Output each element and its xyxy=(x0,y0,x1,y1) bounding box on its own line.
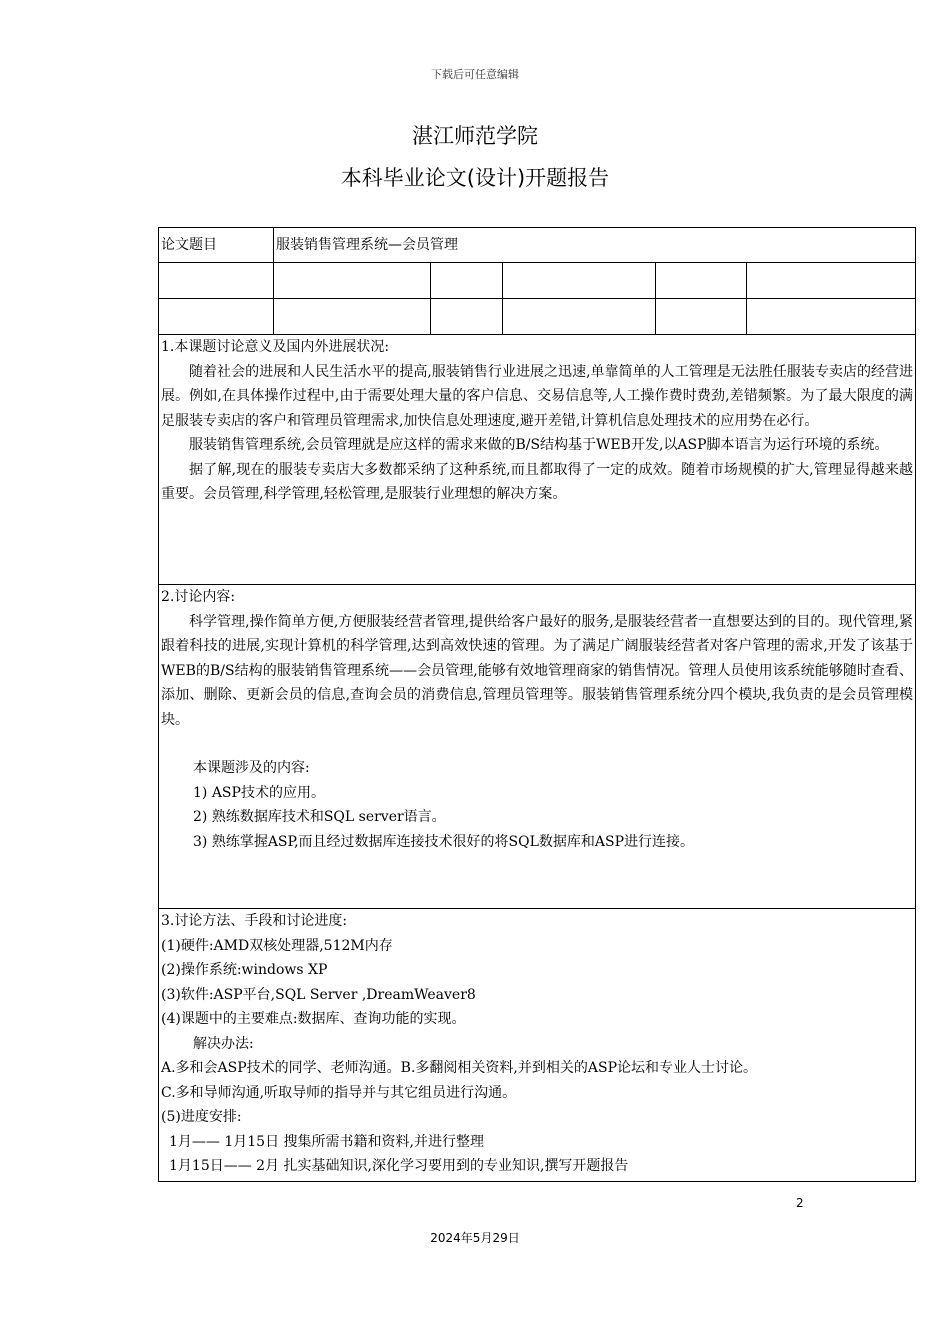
section2-paragraph: 科学管理,操作简单方便,方便服装经营者管理,提供给客户最好的服务,是服装经营者一直想要达到的目的。现代管理,紧跟着科技的进展,实现计算机的科学管理,达到高效快速的管理。为了满足广阔服装经营者对客户管理的需求,开发了该基于WEB的B/S结构的服装销售管理系统——会员管理,能够有效地管理商家的销售情况。管理人员使用该系统能够随时查看、添加、删除、更新会员的信息,查询会员的消费信息,管理员管理等。服装销售管理系统分四个模块,我负责的是会员管理模块。 xyxy=(161,613,914,728)
info-row-empty xyxy=(159,263,916,299)
schedule-title: (5)进度安排: xyxy=(161,1109,242,1125)
section2-list-title: 本课题涉及的内容: xyxy=(193,760,310,776)
info-cell xyxy=(656,263,747,299)
topic-label: 论文题目 xyxy=(159,228,274,263)
info-cell xyxy=(431,263,503,299)
school-title: 湛江师范学院 xyxy=(412,124,538,148)
section1-row xyxy=(159,335,916,585)
list-item: 2) 熟练数据库技术和SQL server语言。 xyxy=(193,809,446,825)
solution-line: A.多和会ASP技术的同学、老师沟通。B.多翻阅相关资料,并到相关的ASP论坛和专业人士讨论。 xyxy=(161,1060,757,1076)
section1-paragraph: 随着社会的进展和人民生活水平的提高,服装销售行业进展之迅速,单靠简单的人工管理是无法胜任服装专卖店的经营进展。例如,在具体操作过程中,由于需要处理大量的客户信息、交易信息等,人工操作费时费劲,差错频繁。为了最大限度的满足服装专卖店的客户和管理员管理需求,加快信息处理速度,避开差错,计算机信息处理技术的应用势在必行。 xyxy=(161,363,914,429)
section1-paragraph: 服装销售管理系统,会员管理就是应这样的需求来做的B/S结构基于WEB开发,以ASP脚本语言为运行环境的系统。 xyxy=(189,437,889,453)
schedule-item: 1月—— 1月15日 搜集所需书籍和资料,并进行整理 xyxy=(169,1133,484,1150)
report-title: 本科毕业论文(设计)开题报告 xyxy=(340,166,610,190)
info-cell xyxy=(656,299,747,335)
section1-heading: 1.本课题讨论意义及国内外进展状况: xyxy=(161,339,390,355)
info-cell xyxy=(503,263,656,299)
info-cell xyxy=(431,299,503,335)
info-cell xyxy=(747,299,916,335)
section3-row xyxy=(159,909,916,1182)
report-table xyxy=(158,227,916,1182)
section1-cell xyxy=(159,335,916,585)
topic-row xyxy=(159,228,916,263)
section1-paragraph: 据了解,现在的服装专卖店大多数都采纳了这种系统,而且都取得了一定的成效。随着市场规模的扩大,管理显得越来越重要。会员管理,科学管理,轻松管理,是服装行业理想的解决方案。 xyxy=(161,461,914,502)
section3-line: (4)课题中的主要难点:数据库、查询功能的实现。 xyxy=(161,1011,466,1027)
info-cell xyxy=(274,299,431,335)
section2-heading: 2.讨论内容: xyxy=(161,589,236,605)
schedule-item: 1月15日—— 2月 扎实基础知识,深化学习要用到的专业知识,撰写开题报告 xyxy=(169,1158,629,1174)
info-cell xyxy=(159,263,274,299)
blank-line xyxy=(161,732,913,756)
list-item: 1) ASP技术的应用。 xyxy=(193,784,325,801)
list-item: 3) 熟练掌握ASP,而且经过数据库连接技术很好的将SQL数据库和ASP进行连接。 xyxy=(193,833,695,850)
info-row-empty xyxy=(159,299,916,335)
info-cell xyxy=(274,263,431,299)
topic-value: 服装销售管理系统—会员管理 xyxy=(274,228,916,263)
section3-line: (1)硬件:AMD双核处理器,512M内存 xyxy=(161,937,393,954)
header-note: 下载后可任意编辑 xyxy=(431,68,519,81)
solution-line: C.多和导师沟通,听取导师的指导并与其它组员进行沟通。 xyxy=(161,1084,517,1101)
info-cell xyxy=(503,299,656,335)
section3-heading: 3.讨论方法、手段和讨论进度: xyxy=(161,913,348,929)
section3-line: (2)操作系统:windows XP xyxy=(161,962,328,978)
info-cell xyxy=(159,299,274,335)
section2-row xyxy=(159,585,916,909)
info-cell xyxy=(747,263,916,299)
section3-line: (3)软件:ASP平台,SQL Server ,DreamWeaver8 xyxy=(161,986,476,1003)
section2-cell xyxy=(159,585,916,909)
solution-title: 解决办法: xyxy=(193,1035,254,1052)
footer-date: 2024年5月29日 xyxy=(430,1231,520,1245)
page-number: 2 xyxy=(796,1196,804,1210)
section3-cell xyxy=(159,909,916,1182)
